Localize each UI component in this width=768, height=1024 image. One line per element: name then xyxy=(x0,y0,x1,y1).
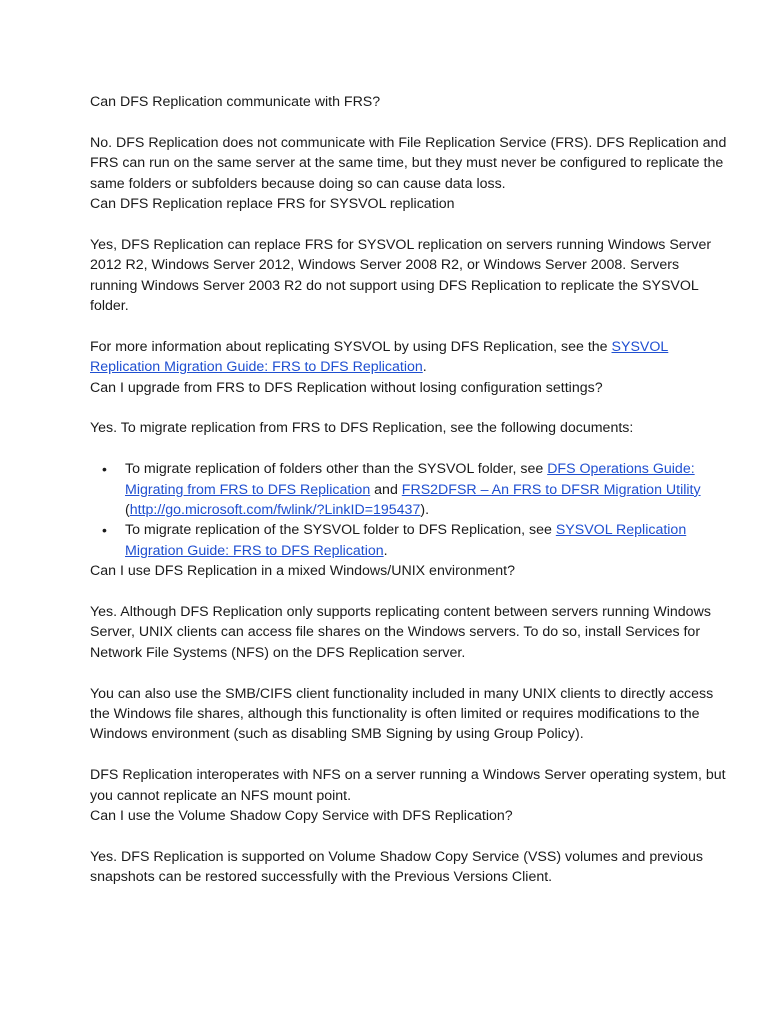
bullet2-suffix: . xyxy=(383,542,388,559)
question-mixed-unix: Can I use DFS Replication in a mixed Windows/UNIX environment? xyxy=(90,563,516,580)
answer-upgrade-intro: Yes. To migrate replication from FRS to DFS Replication, see the following documents: xyxy=(90,420,634,437)
dfs-operations-guide-link[interactable]: DFS Operations Guide: Migrating from FRS to DFS Replication xyxy=(125,461,695,498)
bullet1-prefix: To migrate replication of folders other than the SYSVOL folder, see xyxy=(125,461,548,478)
answer-dfs-frs-communicate: No. DFS Replication does not communicate with File Replication Service (FRS). DFS Replication and FRS can run on the same server at the same time, but they must never be configured to replicate the same folders or subfolders because doing so can cause data loss. xyxy=(90,134,727,192)
answer-sysvol-replace: Yes, DFS Replication can replace FRS for SYSVOL replication on servers running Windows Server 2012 R2, Windows Server 2012, Windows Server 2008 R2, or Windows Server 2008. Servers running Windows Server 2003 R2 do not support using DFS Replication to replicate the SYSVOL folder. xyxy=(90,236,712,315)
bullet1-and: and xyxy=(370,481,402,498)
bullet-glyph: • xyxy=(102,522,107,539)
more-info-suffix: . xyxy=(422,359,427,376)
bullet-glyph: • xyxy=(102,461,107,478)
sysvol-migration-guide-link-2[interactable]: SYSVOL Replication Migration Guide: FRS to DFS Replication xyxy=(125,522,687,559)
answer-mixed-unix-p3: DFS Replication interoperates with NFS on a server running a Windows Server operating system, but you cannot replicate an NFS mount point. xyxy=(90,767,726,804)
answer-mixed-unix-p2: You can also use the SMB/CIFS client functionality included in many UNIX clients to directly access the Windows file shares, although this functionality is often limited or requires modifications to the Windows environment (such as disabling SMB Signing by using Group Policy). xyxy=(90,685,714,743)
frs2dfsr-utility-link[interactable]: FRS2DFSR – An FRS to DFSR Migration Utility xyxy=(401,481,701,498)
answer-mixed-unix-p1: Yes. Although DFS Replication only supports replicating content between servers running Windows Server, UNIX clients can access file shares on the Windows servers. To do so, install Services for Network File Systems (NFS) on the DFS Replication server. xyxy=(90,604,711,661)
question-sysvol-replace: Can DFS Replication replace FRS for SYSVOL replication xyxy=(90,196,455,213)
question-vss: Can I use the Volume Shadow Copy Service with DFS Replication? xyxy=(90,808,513,825)
migration-documents-list xyxy=(90,459,728,561)
bullet2-prefix: To migrate replication of the SYSVOL folder to DFS Replication, see xyxy=(125,522,556,539)
list-item xyxy=(90,459,728,520)
list-item xyxy=(90,520,728,561)
bullet1-paren-open: ( xyxy=(125,502,130,519)
fwlink-url-link[interactable]: http://go.microsoft.com/fwlink/?LinkID=195437 xyxy=(129,502,421,519)
question-upgrade-frs: Can I upgrade from FRS to DFS Replication without losing configuration settings? xyxy=(90,379,603,396)
question-dfs-frs-communicate: Can DFS Replication communicate with FRS? xyxy=(90,94,381,110)
more-info-prefix: For more information about replicating SYSVOL by using DFS Replication, see the xyxy=(90,338,612,355)
sysvol-migration-guide-link[interactable]: SYSVOL Replication Migration Guide: FRS to DFS Replication xyxy=(90,338,669,376)
bullet1-paren-close: ). xyxy=(420,502,430,519)
answer-vss: Yes. DFS Replication is supported on Volume Shadow Copy Service (VSS) volumes and previous snapshots can be restored successfully with the Previous Versions Client. xyxy=(90,848,704,886)
answer-sysvol-more-info xyxy=(90,337,728,378)
